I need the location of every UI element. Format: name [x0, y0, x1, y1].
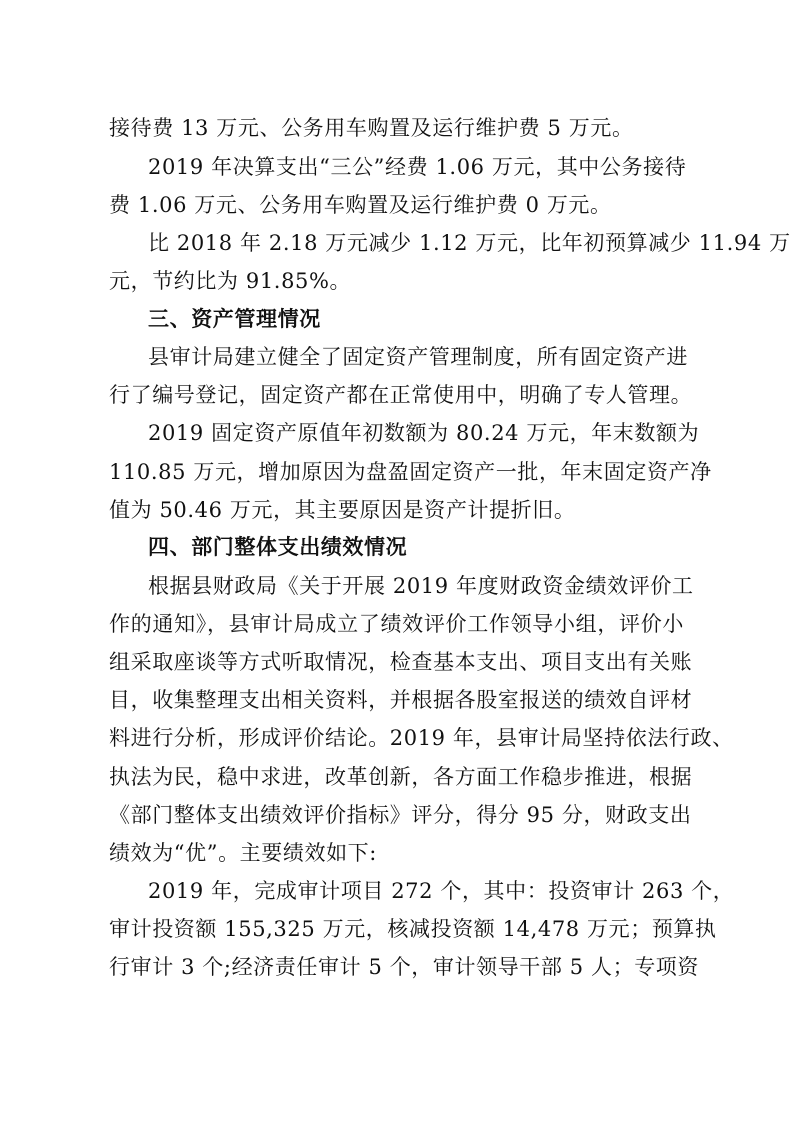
text-line: 县审计局建立健全了固定资产管理制度，所有固定资产进: [148, 345, 688, 369]
text-line: 110.85 万元，增加原因为盘盈固定资产一批，年末固定资产净: [109, 460, 712, 484]
text-line: 行审计 3 个;经济责任审计 5 个，审计领导干部 5 人；专项资: [109, 955, 700, 979]
text-line: 比 2018 年 2.18 万元减少 1.12 万元，比年初预算减少 11.94 万: [148, 231, 791, 255]
text-line: 值为 50.46 万元，其主要原因是资产计提折旧。: [109, 498, 576, 522]
text-line: 审计投资额 155,325 万元，核减投资额 14,478 万元；预算执: [109, 917, 717, 941]
text-line: 接待费 13 万元、公务用车购置及运行维护费 5 万元。: [109, 116, 634, 140]
text-line: 2019 年，完成审计项目 272 个，其中：投资审计 263 个，: [148, 879, 735, 903]
text-line: 行了编号登记，固定资产都在正常使用中，明确了专人管理。: [109, 383, 693, 407]
text-line: 元，节约比为 91.85%。: [109, 269, 352, 293]
text-line: 2019 固定资产原值年初数额为 80.24 万元，年末数额为: [148, 421, 700, 445]
text-line: 《部门整体支出绩效评价指标》评分，得分 95 分，财政支出: [109, 803, 692, 827]
section-heading-performance: 四、部门整体支出绩效情况: [148, 535, 408, 559]
text-line: 根据县财政局《关于开展 2019 年度财政资金绩效评价工: [148, 574, 694, 598]
text-line: 料进行分析，形成评价结论。2019 年，县审计局坚持依法行政、: [109, 726, 734, 750]
text-line: 绩效为“优”。主要绩效如下:: [109, 841, 377, 865]
section-heading-asset-management: 三、资产管理情况: [148, 307, 321, 331]
text-line: 组采取座谈等方式听取情况，检查基本支出、项目支出有关账: [109, 650, 693, 674]
text-line: 2019 年决算支出“三公”经费 1.06 万元，其中公务接待: [148, 155, 687, 179]
text-line: 作的通知》，县审计局成立了绩效评价工作领导小组，评价小: [109, 612, 684, 636]
text-line: 费 1.06 万元、公务用车购置及运行维护费 0 万元。: [109, 193, 612, 217]
text-line: 执法为民，稳中求进，改革创新，各方面工作稳步推进，根据: [109, 765, 693, 789]
text-line: 目，收集整理支出相关资料，并根据各股室报送的绩效自评材: [109, 688, 693, 712]
